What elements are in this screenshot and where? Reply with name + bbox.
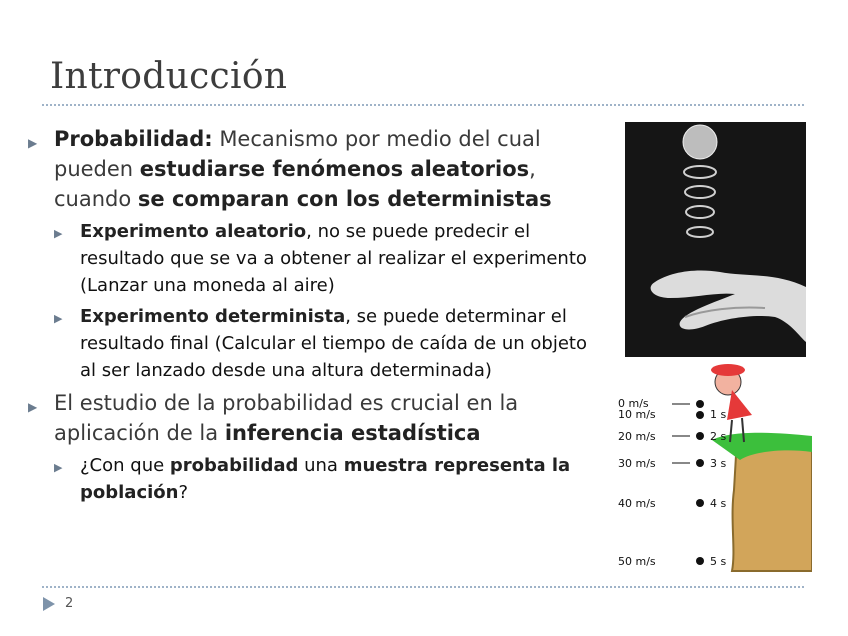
coin-flip-photo	[625, 122, 806, 357]
bullet-pregunta-muestra: ▶ ¿Con que probabilidad una muestra representa la población?	[54, 455, 571, 503]
velocity-label: 50 m/s	[618, 555, 656, 568]
bullet-arrow-icon: ▶	[54, 312, 63, 325]
bullet-experimento-determinista: ▶ Experimento determinista, se puede determinar el resultado final (Calcular el tiempo de caída de un objeto al ser lanzado desde una altura determinada)	[54, 306, 587, 381]
velocity-label: 10 m/s	[618, 408, 656, 421]
time-label: 4 s	[710, 497, 727, 510]
bullet-estudio-probabilidad: ▶ El estudio de la probabilidad es crucial en la aplicación de la inferencia estadística	[28, 391, 519, 445]
velocity-label: 20 m/s	[618, 430, 656, 443]
time-label: 1 s	[710, 408, 727, 421]
bullet-arrow-icon: ▶	[54, 227, 63, 240]
title-divider	[42, 104, 804, 106]
bullet-arrow-icon: ▶	[28, 400, 38, 414]
bullet-list	[28, 124, 598, 510]
footer-arrow-icon	[42, 596, 56, 612]
footer-divider	[42, 586, 804, 588]
time-label: 2 s	[710, 430, 727, 443]
time-label: 3 s	[710, 457, 727, 470]
free-fall-figure	[612, 360, 812, 575]
velocity-label: 30 m/s	[618, 457, 656, 470]
velocity-label: 40 m/s	[618, 497, 656, 510]
bullet-arrow-icon: ▶	[28, 136, 38, 150]
velocity-label: 0 m/s	[618, 397, 649, 410]
bullet-arrow-icon: ▶	[54, 461, 63, 474]
bullet-experimento-aleatorio: ▶ Experimento aleatorio, no se puede predecir el resultado que se va a obtener al realizar el experimento (Lanzar una moneda al aire)	[54, 221, 587, 296]
time-label: 5 s	[710, 555, 727, 568]
bullet-probabilidad: ▶ Probabilidad: Mecanismo por medio del cual pueden estudiarse fenómenos aleatorios, cuando se comparan con los deterministas	[28, 127, 552, 211]
slide-title: Introducción	[50, 56, 288, 97]
page-number: 2	[65, 596, 74, 611]
